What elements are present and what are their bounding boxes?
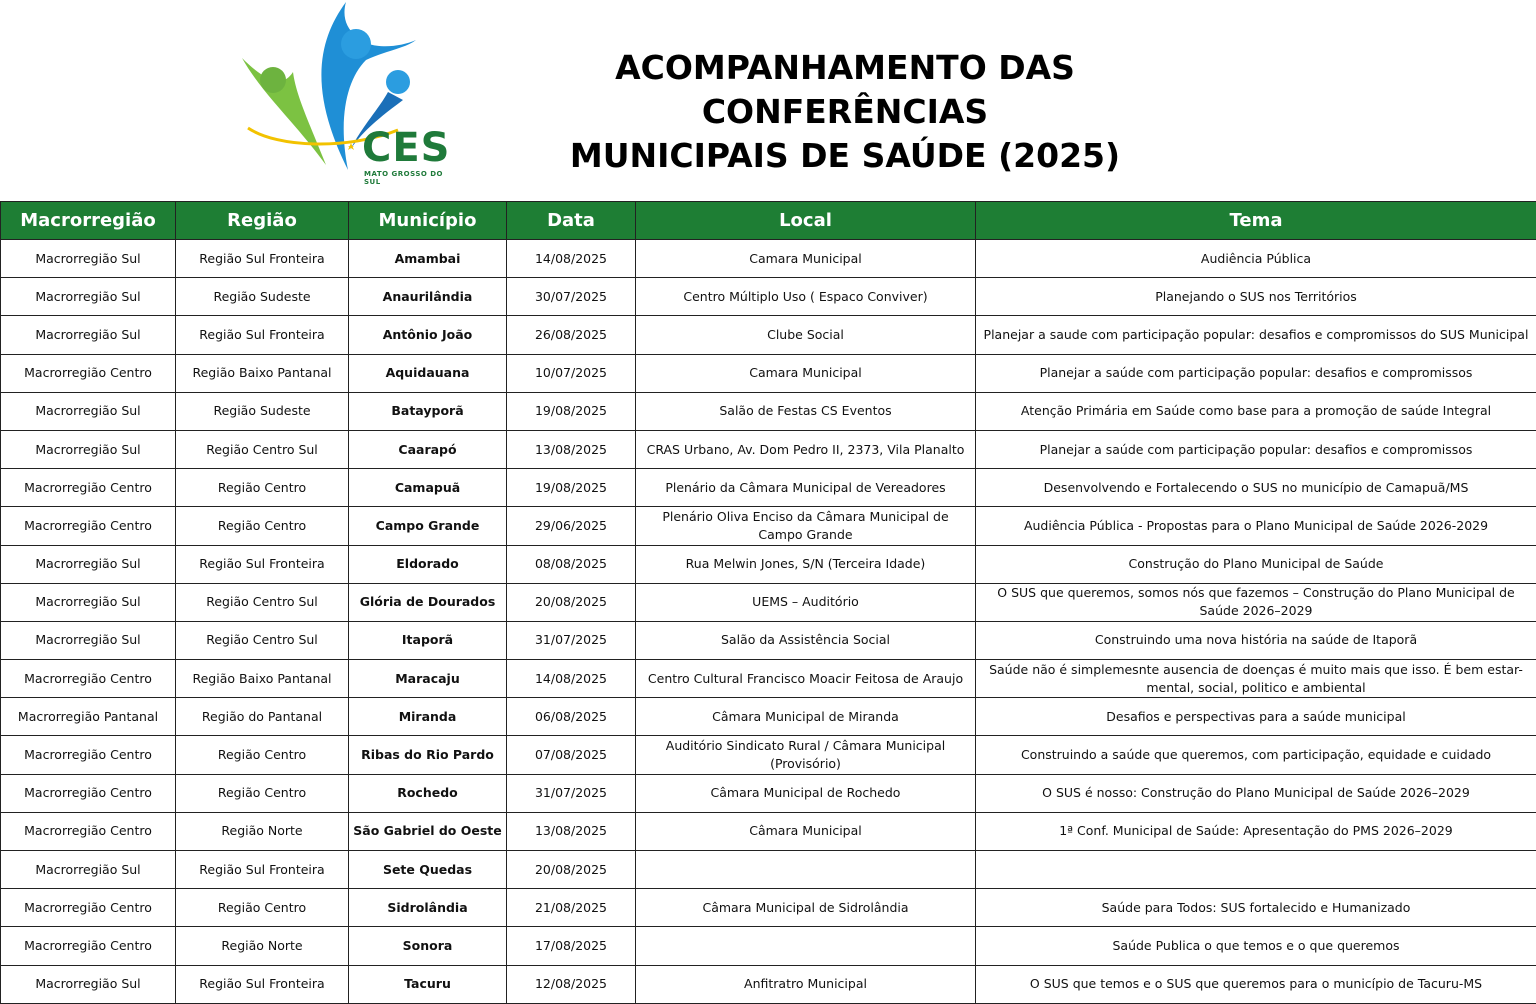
data-cell: 31/07/2025 <box>507 774 636 812</box>
regiao-cell: Região Sul Fronteira <box>176 965 349 1003</box>
local-cell: Rua Melwin Jones, S/N (Terceira Idade) <box>636 545 976 583</box>
tema-cell: Construindo a saúde que queremos, com participação, equidade e cuidado <box>976 736 1536 774</box>
column-header-tema: Tema <box>976 202 1536 240</box>
regiao-cell: Região Sul Fronteira <box>176 240 349 278</box>
macrorregiao-cell: Macrorregião Centro <box>1 927 176 965</box>
column-header-regiao: Região <box>176 202 349 240</box>
table-row <box>1 430 1536 468</box>
table-row <box>1 851 1536 889</box>
conferences-table <box>0 201 1536 1004</box>
municipio-cell: Antônio João <box>349 316 507 354</box>
tema-cell: Saúde para Todos: SUS fortalecido e Humanizado <box>976 889 1536 927</box>
table-row <box>1 316 1536 354</box>
data-cell: 10/07/2025 <box>507 354 636 392</box>
title-line-2: MUNICIPAIS DE SAÚDE (2025) <box>470 134 1220 178</box>
macrorregiao-cell: Macrorregião Centro <box>1 889 176 927</box>
macrorregiao-cell: Macrorregião Centro <box>1 469 176 507</box>
local-cell: Plenário da Câmara Municipal de Vereadores <box>636 469 976 507</box>
local-cell <box>636 927 976 965</box>
municipio-cell: Glória de Dourados <box>349 583 507 621</box>
table-row <box>1 736 1536 774</box>
tema-cell <box>976 851 1536 889</box>
tema-cell: Saúde não é simplemesnte ausencia de doenças é muito mais que isso. É bem estar-mental, social, politico e ambiental <box>976 660 1536 698</box>
local-cell <box>636 851 976 889</box>
local-cell: Auditório Sindicato Rural / Câmara Municipal (Provisório) <box>636 736 976 774</box>
macrorregiao-cell: Macrorregião Sul <box>1 278 176 316</box>
table-row <box>1 621 1536 659</box>
ces-logo <box>238 0 460 185</box>
column-header-macrorregiao: Macrorregião <box>1 202 176 240</box>
municipio-cell: Eldorado <box>349 545 507 583</box>
column-header-data: Data <box>507 202 636 240</box>
local-cell: Camara Municipal <box>636 354 976 392</box>
regiao-cell: Região Sudeste <box>176 278 349 316</box>
municipio-cell: Camapuã <box>349 469 507 507</box>
municipio-cell: Amambai <box>349 240 507 278</box>
tema-cell: Planejar a saude com participação popular: desafios e compromissos do SUS Municipal <box>976 316 1536 354</box>
macrorregiao-cell: Macrorregião Sul <box>1 316 176 354</box>
local-cell: Salão da Assistência Social <box>636 621 976 659</box>
table-row <box>1 965 1536 1003</box>
data-cell: 14/08/2025 <box>507 240 636 278</box>
municipio-cell: Sete Quedas <box>349 851 507 889</box>
local-cell: UEMS – Auditório <box>636 583 976 621</box>
data-cell: 21/08/2025 <box>507 889 636 927</box>
tema-cell: Desafios e perspectivas para a saúde municipal <box>976 698 1536 736</box>
data-cell: 30/07/2025 <box>507 278 636 316</box>
regiao-cell: Região Norte <box>176 812 349 850</box>
local-cell: Clube Social <box>636 316 976 354</box>
regiao-cell: Região Centro <box>176 469 349 507</box>
municipio-cell: Anaurilândia <box>349 278 507 316</box>
regiao-cell: Região Centro <box>176 507 349 545</box>
data-cell: 17/08/2025 <box>507 927 636 965</box>
data-cell: 20/08/2025 <box>507 851 636 889</box>
data-cell: 19/08/2025 <box>507 469 636 507</box>
local-cell: Anfitratro Municipal <box>636 965 976 1003</box>
municipio-cell: Campo Grande <box>349 507 507 545</box>
table-row <box>1 240 1536 278</box>
data-cell: 06/08/2025 <box>507 698 636 736</box>
title-line-1: ACOMPANHAMENTO DAS CONFERÊNCIAS <box>470 46 1220 134</box>
regiao-cell: Região Baixo Pantanal <box>176 660 349 698</box>
municipio-cell: Rochedo <box>349 774 507 812</box>
table-header-row <box>1 202 1536 240</box>
tema-cell: O SUS que queremos, somos nós que fazemos – Construção do Plano Municipal de Saúde 2026–2029 <box>976 583 1536 621</box>
macrorregiao-cell: Macrorregião Sul <box>1 621 176 659</box>
tema-cell: 1ª Conf. Municipal de Saúde: Apresentação do PMS 2026–2029 <box>976 812 1536 850</box>
municipio-cell: Caarapó <box>349 430 507 468</box>
tema-cell: Construindo uma nova história na saúde de Itaporã <box>976 621 1536 659</box>
municipio-cell: Aquidauana <box>349 354 507 392</box>
tema-cell: Desenvolvendo e Fortalecendo o SUS no município de Camapuã/MS <box>976 469 1536 507</box>
tema-cell: Atenção Primária em Saúde como base para a promoção de saúde Integral <box>976 392 1536 430</box>
data-cell: 13/08/2025 <box>507 812 636 850</box>
data-cell: 19/08/2025 <box>507 392 636 430</box>
column-header-local: Local <box>636 202 976 240</box>
macrorregiao-cell: Macrorregião Centro <box>1 812 176 850</box>
tema-cell: Saúde Publica o que temos e o que queremos <box>976 927 1536 965</box>
table-row <box>1 889 1536 927</box>
data-cell: 14/08/2025 <box>507 660 636 698</box>
regiao-cell: Região Centro Sul <box>176 583 349 621</box>
macrorregiao-cell: Macrorregião Sul <box>1 965 176 1003</box>
macrorregiao-cell: Macrorregião Centro <box>1 736 176 774</box>
local-cell: CRAS Urbano, Av. Dom Pedro II, 2373, Vila Planalto <box>636 430 976 468</box>
table-row <box>1 278 1536 316</box>
municipio-cell: Maracaju <box>349 660 507 698</box>
macrorregiao-cell: Macrorregião Sul <box>1 240 176 278</box>
municipio-cell: Sidrolândia <box>349 889 507 927</box>
municipio-cell: Sonora <box>349 927 507 965</box>
municipio-cell: Ribas do Rio Pardo <box>349 736 507 774</box>
macrorregiao-cell: Macrorregião Sul <box>1 430 176 468</box>
macrorregiao-cell: Macrorregião Centro <box>1 774 176 812</box>
table-row <box>1 545 1536 583</box>
page-title <box>470 46 1220 178</box>
regiao-cell: Região Norte <box>176 927 349 965</box>
tema-cell: Construção do Plano Municipal de Saúde <box>976 545 1536 583</box>
local-cell: Centro Múltiplo Uso ( Espaco Conviver) <box>636 278 976 316</box>
tema-cell: Planejar a saúde com participação popular: desafios e compromissos <box>976 430 1536 468</box>
macrorregiao-cell: Macrorregião Centro <box>1 660 176 698</box>
regiao-cell: Região Sul Fronteira <box>176 545 349 583</box>
table-row <box>1 354 1536 392</box>
regiao-cell: Região Centro <box>176 774 349 812</box>
regiao-cell: Região Centro <box>176 889 349 927</box>
data-cell: 26/08/2025 <box>507 316 636 354</box>
tema-cell: O SUS é nosso: Construção do Plano Municipal de Saúde 2026–2029 <box>976 774 1536 812</box>
table-row <box>1 392 1536 430</box>
regiao-cell: Região Sudeste <box>176 392 349 430</box>
local-cell: Plenário Oliva Enciso da Câmara Municipal de Campo Grande <box>636 507 976 545</box>
tema-cell: Planejando o SUS nos Territórios <box>976 278 1536 316</box>
data-cell: 08/08/2025 <box>507 545 636 583</box>
municipio-cell: Tacuru <box>349 965 507 1003</box>
local-cell: Salão de Festas CS Eventos <box>636 392 976 430</box>
table-row <box>1 583 1536 621</box>
tema-cell: Audiência Pública <box>976 240 1536 278</box>
macrorregiao-cell: Macrorregião Sul <box>1 583 176 621</box>
table-row <box>1 927 1536 965</box>
regiao-cell: Região do Pantanal <box>176 698 349 736</box>
regiao-cell: Região Centro Sul <box>176 621 349 659</box>
logo-subtext: MATO GROSSO DO SUL <box>364 170 460 186</box>
data-cell: 12/08/2025 <box>507 965 636 1003</box>
regiao-cell: Região Sul Fronteira <box>176 316 349 354</box>
table-row <box>1 774 1536 812</box>
macrorregiao-cell: Macrorregião Pantanal <box>1 698 176 736</box>
tema-cell: O SUS que temos e o SUS que queremos para o município de Tacuru-MS <box>976 965 1536 1003</box>
macrorregiao-cell: Macrorregião Centro <box>1 507 176 545</box>
local-cell: Câmara Municipal de Rochedo <box>636 774 976 812</box>
local-cell: Câmara Municipal de Sidrolândia <box>636 889 976 927</box>
regiao-cell: Região Centro Sul <box>176 430 349 468</box>
municipio-cell: São Gabriel do Oeste <box>349 812 507 850</box>
local-cell: Camara Municipal <box>636 240 976 278</box>
macrorregiao-cell: Macrorregião Sul <box>1 851 176 889</box>
local-cell: Câmara Municipal de Miranda <box>636 698 976 736</box>
table-row <box>1 812 1536 850</box>
data-cell: 29/06/2025 <box>507 507 636 545</box>
table-row <box>1 660 1536 698</box>
table-row <box>1 469 1536 507</box>
local-cell: Centro Cultural Francisco Moacir Feitosa de Araujo <box>636 660 976 698</box>
tema-cell: Audiência Pública - Propostas para o Plano Municipal de Saúde 2026-2029 <box>976 507 1536 545</box>
municipio-cell: Batayporã <box>349 392 507 430</box>
table-row <box>1 698 1536 736</box>
data-cell: 20/08/2025 <box>507 583 636 621</box>
municipio-cell: Miranda <box>349 698 507 736</box>
macrorregiao-cell: Macrorregião Sul <box>1 545 176 583</box>
local-cell: Câmara Municipal <box>636 812 976 850</box>
logo-text: CES <box>362 128 451 168</box>
table-row <box>1 507 1536 545</box>
data-cell: 07/08/2025 <box>507 736 636 774</box>
regiao-cell: Região Baixo Pantanal <box>176 354 349 392</box>
macrorregiao-cell: Macrorregião Centro <box>1 354 176 392</box>
macrorregiao-cell: Macrorregião Sul <box>1 392 176 430</box>
tema-cell: Planejar a saúde com participação popular: desafios e compromissos <box>976 354 1536 392</box>
data-cell: 31/07/2025 <box>507 621 636 659</box>
regiao-cell: Região Centro <box>176 736 349 774</box>
column-header-municipio: Município <box>349 202 507 240</box>
municipio-cell: Itaporã <box>349 621 507 659</box>
regiao-cell: Região Sul Fronteira <box>176 851 349 889</box>
data-cell: 13/08/2025 <box>507 430 636 468</box>
